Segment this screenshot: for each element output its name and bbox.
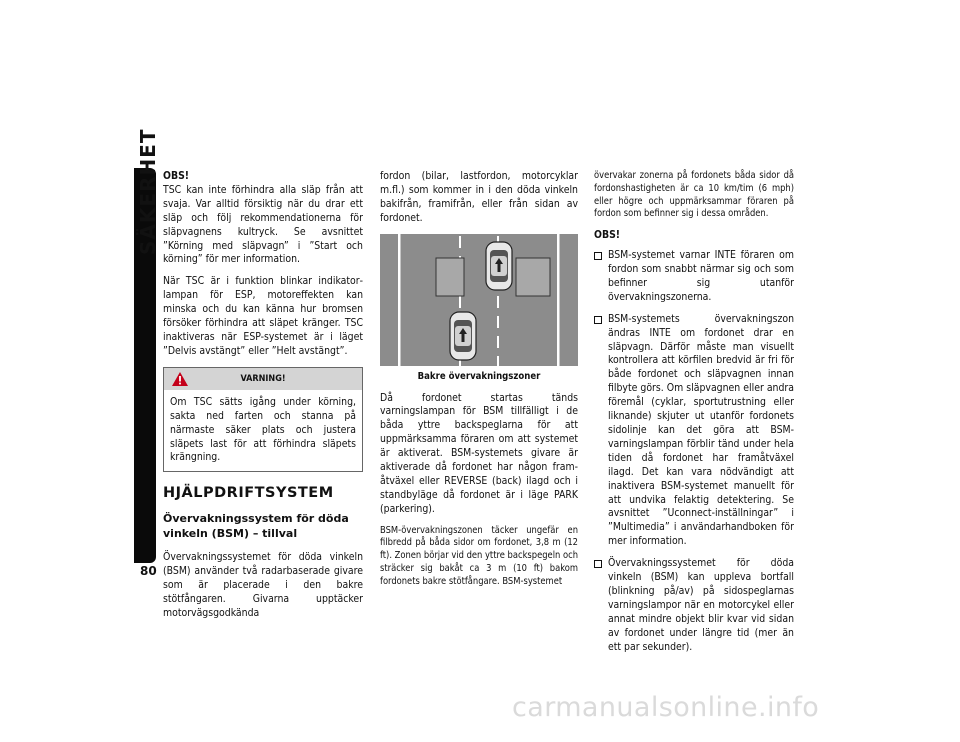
list-item: BSM-systemets övervakningszon ändras INTE om fordonet drar en släpvagn. Därför måste man visuellt kontrollera att körfilen bredvid är fri för både fordonet och släpvagnen innan filbyte görs. Om släpvagnen eller andra föremål (cyklar, sportutrustning eller liknande) skjuter ut utanför fordonets sidolinje kan det göra att BSM-varningslampan förblir tänd under hela tiden då fordonet har framåtväxel ilagd. Det kan vara nödvändigt att inaktivera BSM-systemet manuellt för att undvika felaktig detektering. Se avsnittet ”Uconnect-inställningar” i ”Multimedia” i användarhandboken för mer information. xyxy=(594,313,794,549)
warning-text: Om TSC sätts igång under körning, sakta ned farten och stanna på närmaste säker plats och justera släpets last för att förhindra släpets krängning. xyxy=(170,395,356,464)
adjacent-car xyxy=(450,312,476,360)
warning-triangle-icon xyxy=(171,371,189,387)
list-item: BSM-systemet varnar INTE föraren om fordon som snabbt närmar sig och som befinner sig utanför övervakningszonerna. xyxy=(594,249,794,305)
figure-caption: Bakre övervakningszoner xyxy=(417,370,541,382)
obs-title-2: OBS! xyxy=(594,229,621,242)
host-car xyxy=(486,242,512,290)
bsm-zone-continued: övervakar zonerna på fordonets båda sidor då fordonshastigheten är ca 10 km/tim (6 mph) eller högre och uppmärksammar föraren på fordon som befinner sig i dessa områden. xyxy=(594,170,794,220)
section-title: HJÄLPDRIFTSYSTEM xyxy=(163,485,334,502)
detection-zone-right xyxy=(516,258,550,296)
column-3 xyxy=(594,170,794,662)
subsection-title: Övervakningssystem för döda vinkeln (BSM) – tillval xyxy=(163,512,349,540)
tsc-paragraph: När TSC är i funktion blinkar indikatorlampan för ESP, motoreffekten kan minska och du kan känna hur bromsen försöker förhindra att släpet kränger. TSC inaktiveras när ESP-systemet är i läget ”Delvis avstängt” eller ”Helt avstängt”. xyxy=(163,275,363,357)
checkbox-bullet-icon xyxy=(594,560,602,568)
warning-title: VARNING! xyxy=(240,373,286,384)
road-surface xyxy=(380,234,578,366)
bsm-intro: Övervakningssystemet för döda vinkeln (BSM) använder två radarbaserade givare som är placerade i den bakre stötfångaren. Givarna upptäcker motorvägsgodkända xyxy=(163,551,363,619)
checkbox-bullet-icon xyxy=(594,316,602,324)
detection-zone-left xyxy=(436,258,464,296)
column-2 xyxy=(380,170,578,597)
checkbox-bullet-icon xyxy=(594,252,602,260)
column-1 xyxy=(163,170,363,629)
watermark: carmanualsonline.info xyxy=(512,692,820,723)
bsm-zone-paragraph: BSM-övervakningszonen täcker ungefär en filbredd på båda sidor om fordonet, 3,8 m (12 ft). Zonen börjar vid den yttre backspegeln och sträcker sig bakåt ca 3 m (10 ft) bakom fordonets bakre stötfångare. BSM-systemet xyxy=(380,524,578,587)
warning-box xyxy=(163,367,363,473)
bsm-intro-continued: fordon (bilar, lastfordon, motorcyklar m.fl.) som kommer in i den döda vinkeln bakifrån, framifrån, eller från sidan av fordonet. xyxy=(380,170,578,224)
bsm-startup-paragraph: Då fordonet startas tänds varningslampan för BSM tillfälligt i de båda yttre backspeglarna för att uppmärksamma föraren om att systemet är aktiverat. BSM-systemets givare är aktiverade då fordonet har någon framåtväxel eller REVERSE (back) ilagd och i standbyläge då fordonet är i läge PARK (parkering). xyxy=(380,391,578,515)
page-number: 80 xyxy=(140,564,157,578)
list-item: Övervakningssystemet för döda vinkeln (BSM) kan uppleva bortfall (blinkning på/av) på sidospeglarnas varningslampor när en motorcykel eller annat mindre objekt blir kvar vid sidan av fordonet under längre tid (mer än ett par sekunder). xyxy=(594,557,794,654)
obs-list xyxy=(594,249,794,654)
chapter-label: SÄKERHET xyxy=(136,128,160,255)
warning-header xyxy=(164,368,362,390)
obs-title: OBS! xyxy=(163,170,190,182)
obs-text: TSC kan inte förhindra alla släp från att svaja. Var alltid försiktig när du drar ett släp och följ rekommendationerna för släpvagnens kultryck. Se avsnittet ”Körning med släpvagn” i ”Start och körning” för mer information. xyxy=(163,183,363,266)
rear-zones-figure xyxy=(380,234,578,366)
